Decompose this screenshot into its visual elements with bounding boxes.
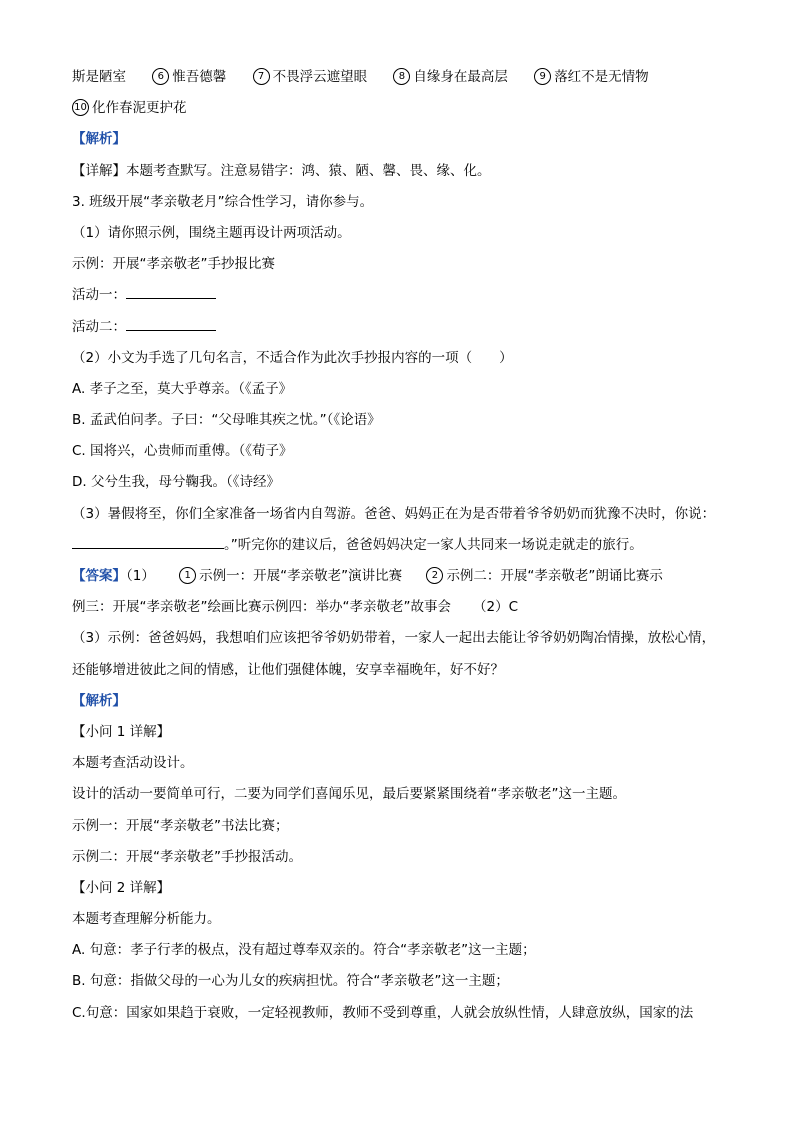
circled-number-8: 8: [393, 68, 410, 85]
analysis-heading: 【解析】: [72, 131, 126, 148]
circled-number-9: 9: [534, 68, 551, 85]
small-question-1-heading: 【小问 1 详解】: [72, 723, 171, 740]
question-3-sub-3-tail: 。”听完你的建议后，爸爸妈妈决定一家人共同来一场说走就走的旅行。: [224, 536, 643, 553]
question-3-sub-3-tail-row: [72, 530, 724, 561]
small-question-2-heading: 【小问 2 详解】: [72, 879, 171, 896]
recite-item-6: 惟吾德馨: [172, 69, 227, 85]
activity-2-row: [72, 312, 724, 343]
answer-part-1-prefix: （1）: [126, 568, 155, 584]
question-3-sub-3: （3）暑假将至，你们全家准备一场省内自驾游。爸爸、妈妈正在为是否带着爷爷奶奶而犹豫不决时，你说：: [72, 505, 716, 522]
answer-line-1: [72, 561, 724, 592]
question-3-sub-1: （1）请你照示例，围绕主题再设计两项活动。: [72, 224, 351, 241]
question-3-sub-2: （2）小文为手选了几句名言，不适合作为此次手抄报内容的一项（ ）: [72, 349, 513, 366]
answer-example-2: 示例二：开展“孝亲敬老”朗诵比赛示: [446, 568, 663, 584]
small-question-2-line-1: 本题考查理解分析能力。: [72, 911, 221, 928]
recite-line-1: [72, 62, 724, 93]
sub-3-blank: [72, 530, 224, 549]
recite-item-5-tail: 斯是陋室: [72, 69, 126, 85]
answer-line-2-text: 例三：开展“孝亲敬老”绘画比赛示例四：举办“孝亲敬老”故事会: [72, 599, 451, 616]
activity-1-row: [72, 280, 724, 311]
analysis-heading-2: 【解析】: [72, 692, 126, 709]
small-question-2-option-a: A. 句意：孝子行孝的极点，没有超过尊奉双亲的。符合“孝亲敬老”这一主题；: [72, 942, 536, 959]
small-question-1-line-4: 示例二：开展“孝亲敬老”手抄报活动。: [72, 848, 302, 865]
option-b: B. 孟武伯问孝。子曰：“父母唯其疾之忧。”（《论语》: [72, 412, 381, 429]
answer-part-3-line-1: （3）示例：爸爸妈妈，我想咱们应该把爷爷奶奶带着，一家人一起出去能让爷爷奶奶陶冶情操，放松心情，: [72, 630, 716, 647]
circled-number-10: 10: [72, 99, 89, 116]
circled-number-2: 2: [426, 567, 443, 584]
option-c: C. 国将兴，心贵师而重傅。（《荀子》: [72, 443, 293, 460]
small-question-1-line-3: 示例一：开展“孝亲敬老”书法比赛；: [72, 817, 289, 834]
recite-item-10: 化作春泥更护花: [92, 100, 187, 117]
recite-item-9: 落红不是无情物: [554, 69, 649, 85]
detail-text: 【详解】本题考查默写。注意易错字：鸿、猿、陋、馨、畏、缘、化。: [72, 162, 491, 179]
recite-item-7: 不畏浮云遮望眼: [272, 69, 368, 85]
answer-part-3-line-2: 还能够增进彼此之间的情感，让他们强健体魄，安享幸福晚年，好不好？: [72, 661, 504, 678]
recite-item-8: 自缘身在最高层: [413, 69, 508, 85]
small-question-2-option-b: B. 句意：指做父母的一心为儿女的疾病担忧。符合“孝亲敬老”这一主题；: [72, 973, 509, 990]
activity-1-blank: [126, 280, 216, 299]
answer-line-2: [72, 592, 724, 623]
document-page: [72, 62, 724, 1029]
circled-number-6: 6: [152, 68, 169, 85]
circled-number-7: 7: [253, 68, 270, 85]
question-3-example: 示例：开展“孝亲敬老”手抄报比赛: [72, 256, 275, 273]
activity-1-label: 活动一：: [72, 287, 126, 304]
recite-line-2: [72, 93, 724, 124]
activity-2-label: 活动二：: [72, 318, 126, 335]
answer-tag: 【答案】: [72, 568, 126, 584]
option-d: D. 父兮生我，母兮鞠我。（《诗经》: [72, 474, 280, 491]
small-question-1-line-2: 设计的活动一要简单可行，二要为同学们喜闻乐见，最后要紧紧围绕着“孝亲敬老”这一主题。: [72, 786, 626, 803]
small-question-1-line-1: 本题考查活动设计。: [72, 755, 194, 772]
circled-number-1: 1: [179, 567, 196, 584]
activity-2-blank: [126, 312, 216, 331]
question-3-stem: 3. 班级开展“孝亲敬老月”综合性学习，请你参与。: [72, 193, 374, 210]
option-a: A. 孝子之至，莫大乎尊亲。（《孟子》: [72, 380, 293, 397]
answer-example-1: 示例一：开展“孝亲敬老”演讲比赛: [199, 568, 403, 584]
small-question-2-option-c: C.句意：国家如果趋于衰败，一定轻视教师，教师不受到尊重，人就会放纵性情，人肆意放纵，国家的法: [72, 1004, 694, 1021]
answer-part-2: （2）C: [472, 599, 518, 616]
